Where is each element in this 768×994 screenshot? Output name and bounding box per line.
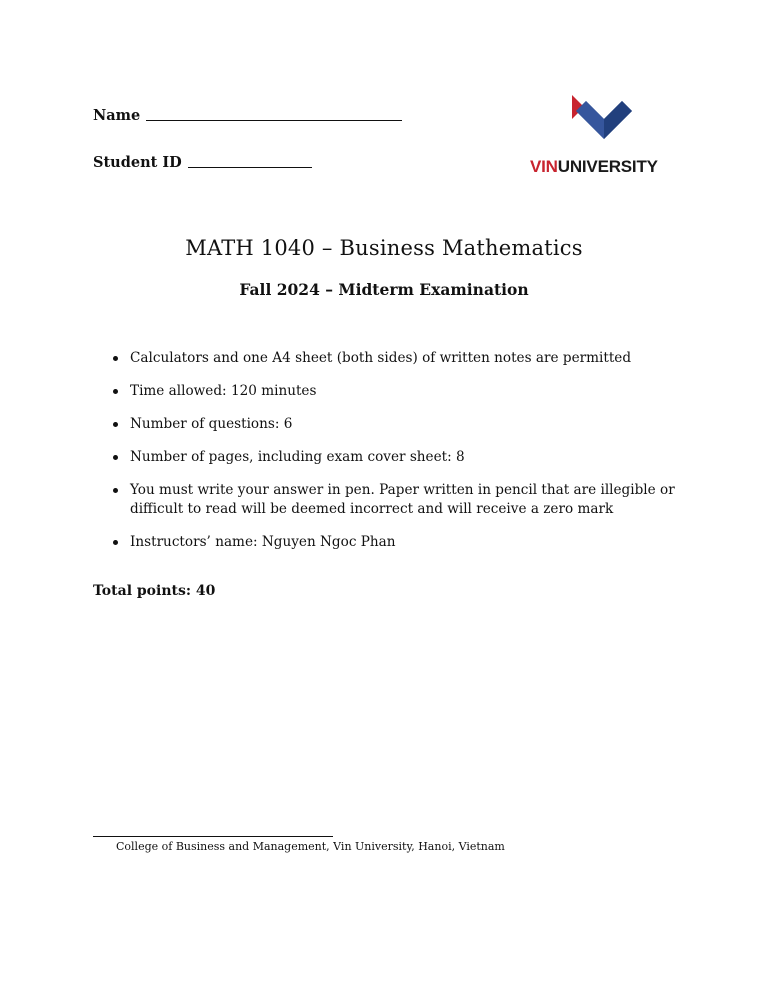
vinuniversity-logo <box>528 91 678 181</box>
rule-text: Number of pages, including exam cover sheet: 8 <box>130 449 465 465</box>
exam-subtitle: Fall 2024 – Midterm Examination <box>239 280 529 299</box>
rule-text: Number of questions: 6 <box>130 416 293 432</box>
rule-item <box>113 481 703 519</box>
rule-item <box>113 349 703 368</box>
exam-rules-list <box>113 349 703 566</box>
rule-item <box>113 382 703 401</box>
rule-text: You must write your answer in pen. Paper written in pencil that are illegible or difficult to read will be deemed incorrect and will receive a zero mark <box>130 482 675 517</box>
student-id-field[interactable] <box>93 154 312 171</box>
name-blank-line[interactable] <box>146 119 402 121</box>
rule-text: Time allowed: 120 minutes <box>130 383 317 399</box>
footnote-text: College of Business and Management, Vin University, Hanoi, Vietnam <box>116 840 505 853</box>
rule-item <box>113 415 703 434</box>
student-id-label: Student ID <box>93 154 182 171</box>
vinuniversity-chevron-icon <box>572 91 636 151</box>
bullet-icon <box>113 455 118 460</box>
logo-text-vin: VIN <box>530 157 558 176</box>
student-id-blank-line[interactable] <box>188 166 312 168</box>
rule-text: Calculators and one A4 sheet (both sides) of written notes are permitted <box>130 350 632 366</box>
total-points: Total points: 40 <box>93 583 216 599</box>
rule-item <box>113 448 703 467</box>
bullet-icon <box>113 488 118 493</box>
bullet-icon <box>113 389 118 394</box>
bullet-icon <box>113 356 118 361</box>
rule-text: Instructors’ name: Nguyen Ngoc Phan <box>130 534 396 550</box>
footnote-divider <box>93 836 333 837</box>
logo-text-university: UNIVERSITY <box>557 157 658 176</box>
exam-title: MATH 1040 – Business Mathematics <box>185 236 583 260</box>
name-field[interactable] <box>93 107 402 124</box>
rule-item <box>113 533 703 552</box>
bullet-icon <box>113 540 118 545</box>
logo-wordmark <box>530 157 658 177</box>
bullet-icon <box>113 422 118 427</box>
name-label: Name <box>93 107 141 124</box>
